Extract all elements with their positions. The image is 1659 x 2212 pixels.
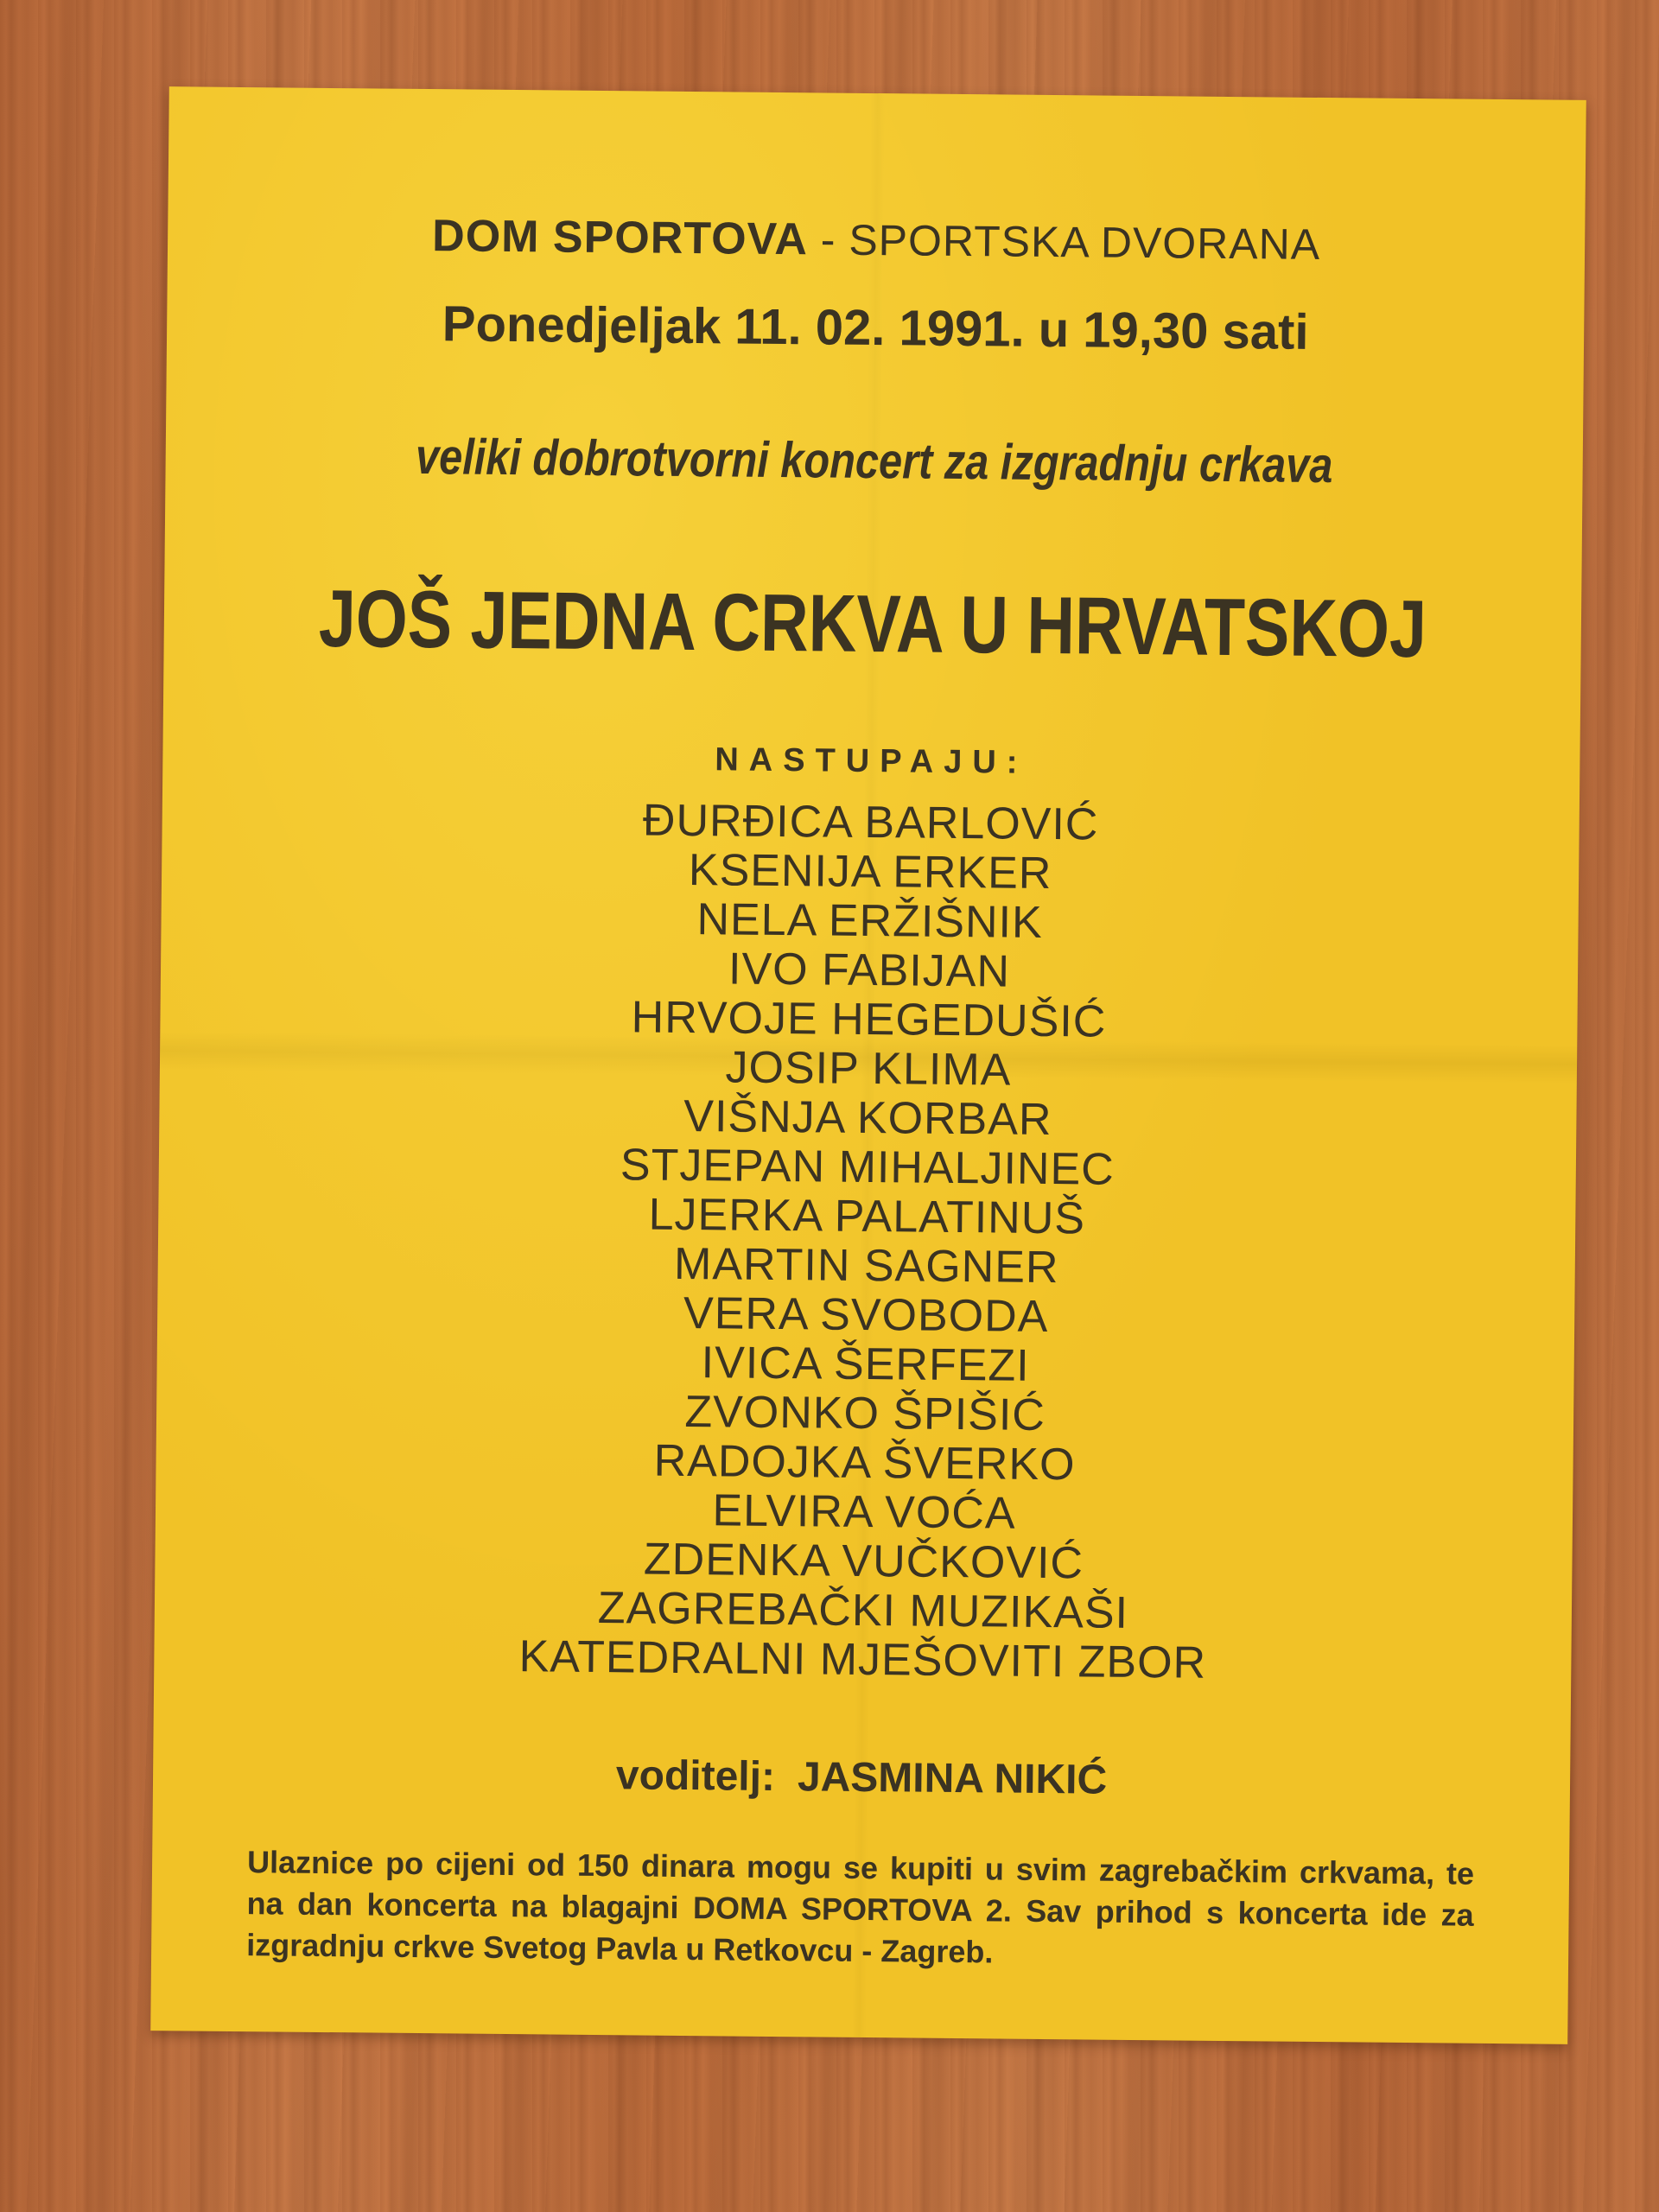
performer-item: JOSIP KLIMA: [725, 1042, 1012, 1096]
performer-item: HRVOJE HEGEDUŠIĆ: [631, 992, 1107, 1047]
performer-item: MARTIN SAGNER: [673, 1238, 1059, 1294]
performer-item: ZDENKA VUČKOVIĆ: [643, 1534, 1084, 1589]
venue-name: DOM SPORTOVA: [431, 211, 809, 265]
poster-title: JOŠ JEDNA CRKVA U HRVATSKOJ: [318, 572, 1427, 675]
performer-item: NELA ERŽIŠNIK: [696, 894, 1043, 948]
performer-item: ELVIRA VOĆA: [712, 1485, 1016, 1539]
concert-poster: [150, 86, 1586, 2044]
performer-item: VERA SVOBODA: [683, 1287, 1049, 1343]
performer-item: KATEDRALNI MJEŠOVITI ZBOR: [518, 1631, 1207, 1688]
event-date-time: Ponedjeljak 11. 02. 1991. u 19,30 sati: [442, 296, 1309, 360]
performers-heading: NASTUPAJU:: [715, 741, 1028, 781]
performer-item: VIŠNJA KORBAR: [683, 1090, 1052, 1146]
performer-item: ĐURĐICA BARLOVIĆ: [642, 795, 1099, 850]
host-line: [153, 1747, 1570, 1808]
venue-hall: SPORTSKA DVORANA: [849, 215, 1321, 269]
performer-item: LJERKA PALATINUŠ: [648, 1189, 1086, 1244]
performers-list: [154, 791, 1580, 1692]
performer-item: IVICA ŠERFEZI: [701, 1338, 1030, 1391]
performer-item: RADOJKA ŠVERKO: [653, 1435, 1076, 1491]
performer-item: ZVONKO ŠPIŠIĆ: [684, 1386, 1046, 1440]
performer-item: ZAGREBAČKI MUZIKAŠI: [597, 1583, 1129, 1638]
performer-item: KSENIJA ERKER: [688, 844, 1052, 899]
host-name: JASMINA NIKIĆ: [797, 1754, 1108, 1803]
ticket-info: Ulaznice po cijeni od 150 dinara mogu se kupiti u svim zagrebačkim crkvama, te na dan koncerta na blagajni DOMA SPORTOVA 2. Sav prihod s koncerta ide za izgradnju crkve Svetog Pavla u Retkovcu - Zagreb.: [246, 1844, 1475, 1970]
concert-description: veliki dobrotvorni koncert za izgradnju crkava: [415, 428, 1333, 494]
performer-item: IVO FABIJAN: [728, 944, 1011, 997]
host-label: voditelj:: [615, 1752, 776, 1800]
venue-separator: -: [807, 215, 849, 264]
performer-item: STJEPAN MIHALJINEC: [620, 1140, 1116, 1195]
venue-line: [168, 207, 1586, 273]
